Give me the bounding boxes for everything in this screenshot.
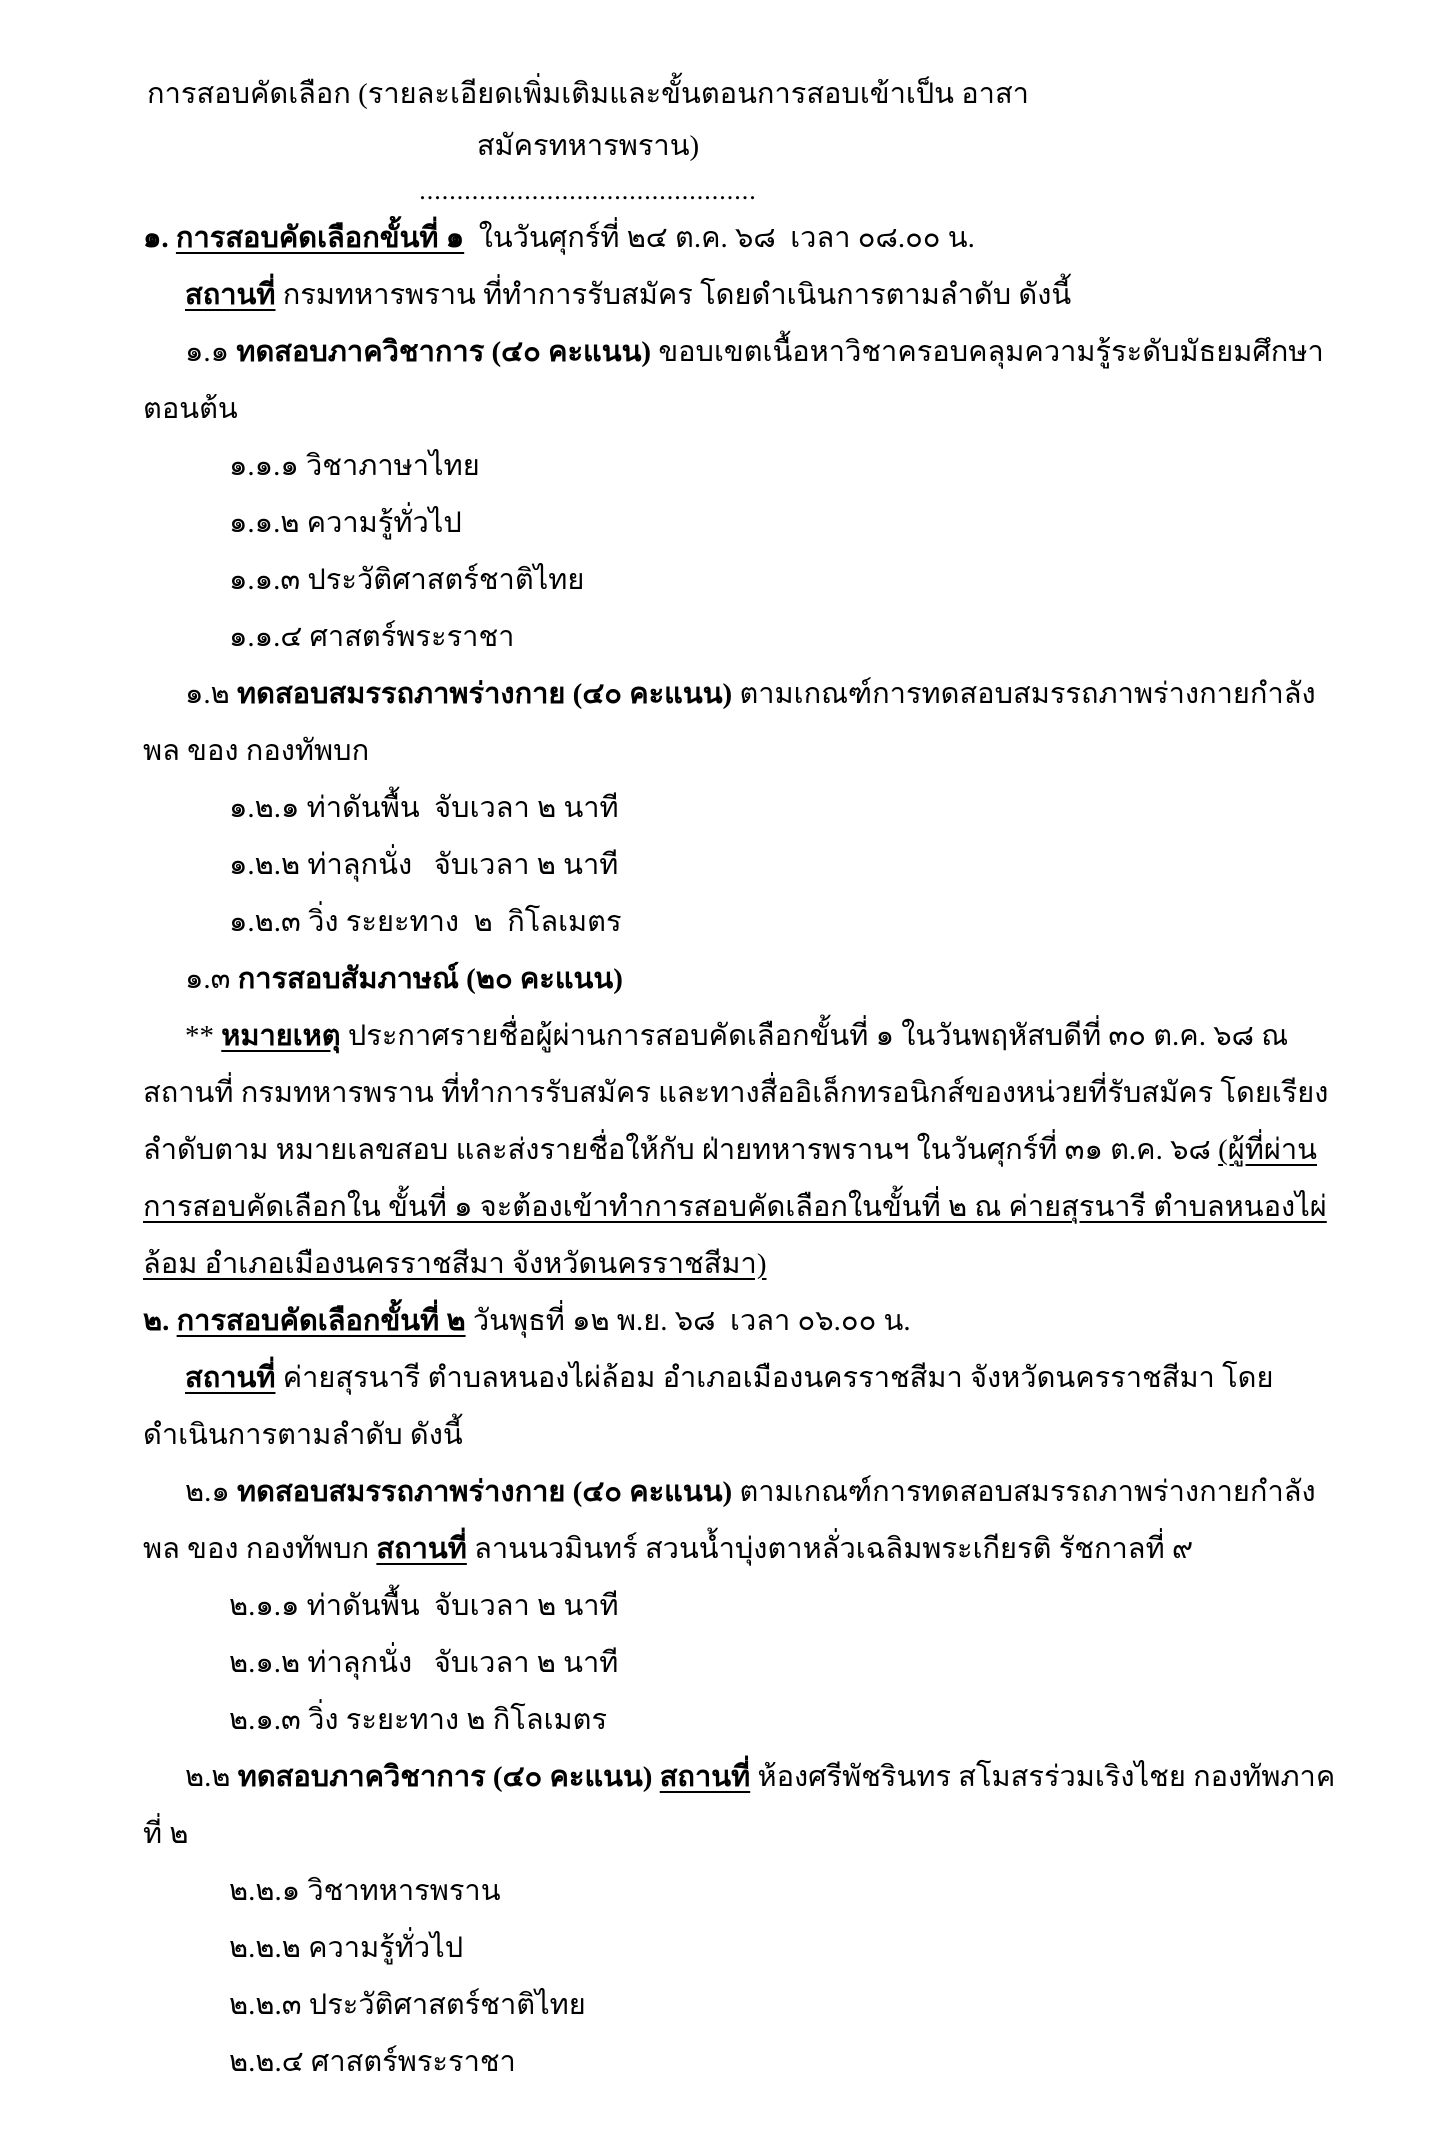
text-run: ตามเกณฑ์การทดสอบสมรรถภาพร่างกายกำลังพล ของ กองทัพบก (143, 678, 1316, 767)
document-line (143, 894, 1348, 951)
text-run: การสอบคัดเลือกขั้นที่ ๒ (176, 1305, 466, 1337)
text-run: ๑.๑ (185, 336, 237, 368)
text-run: ลานนวมินทร์ สวนน้ำบุ่งตาหลั่วเฉลิมพระเกียรติ รัชกาลที่ ๙ (466, 1533, 1194, 1565)
document-line (143, 1464, 1348, 1578)
text-run: ๒.๒.๔ ศาสตร์พระราชา (229, 2046, 516, 2078)
text-run: ๒.๒ (185, 1761, 238, 1793)
document-line (143, 1578, 1348, 1635)
text-run: ๒.๑.๒ ท่าลุกนั่ง จับเวลา ๒ นาที (229, 1647, 619, 1679)
document-line (143, 438, 1348, 495)
text-run: ๑.๑.๑ วิชาภาษาไทย (229, 450, 480, 482)
document-line (143, 1293, 1348, 1350)
text-run: (ผู้ที่ผ่านการสอบคัดเลือกใน ขั้นที่ ๑ จะต้องเข้าทำการสอบคัดเลือกในขั้นที่ ๒ ณ ค่ายสุรนารี ตำบลหนองไผ่ล้อม อำเภอเมืองนครราชสีมา จังหวัดนครราชสีมา) (143, 1134, 1327, 1280)
document-title: การสอบคัดเลือก (รายละเอียดเพิ่มเติมและขั้นตอนการสอบเข้าเป็น อาสาสมัครทหารพราน) (147, 78, 1029, 162)
text-run: ๒.๑.๑ ท่าดันพื้น จับเวลา ๒ นาที (229, 1590, 619, 1622)
text-run: ๑.๑.๔ ศาสตร์พระราชา (229, 621, 515, 653)
text-run: ทดสอบภาควิชาการ (๔๐ คะแนน) (237, 1761, 660, 1793)
text-run: สถานที่ (185, 1362, 276, 1394)
text-run: ๑.๓ (185, 963, 238, 995)
document-line (143, 951, 1348, 1008)
document-line (143, 552, 1348, 609)
document-line (143, 324, 1348, 438)
text-run: ขอบเขตเนื้อหาวิชาครอบคลุมความรู้ระดับมัธยมศึกษาตอนต้น (143, 336, 1324, 425)
text-run: วันพุธที่ ๑๒ พ.ย. ๖๘ เวลา ๐๖.๐๐ น. (465, 1305, 911, 1337)
document-line (143, 2034, 1348, 2091)
document-line (143, 609, 1348, 666)
text-run: สถานที่ (185, 279, 276, 311)
document-line (143, 1749, 1348, 1863)
text-run: ๒.๒.๓ ประวัติศาสตร์ชาติไทย (229, 1989, 586, 2021)
text-run: ** (185, 1020, 222, 1052)
document-line (143, 1350, 1348, 1464)
text-run: ๑.๒.๑ ท่าดันพื้น จับเวลา ๒ นาที (229, 792, 619, 824)
text-run: ห้องศรีพัชรินทร สโมสรร่วมเริงไชย กองทัพภาคที่ ๒ (143, 1761, 1336, 1850)
divider-dots: ............................................. (419, 176, 757, 205)
document-line (143, 1008, 1348, 1293)
text-run: ทดสอบสมรรถภาพร่างกาย (๔๐ คะแนน) (237, 678, 733, 710)
text-run: ๒.๑.๓ วิ่ง ระยะทาง ๒ กิโลเมตร (229, 1704, 608, 1736)
text-run: ทดสอบสมรรถภาพร่างกาย (๔๐ คะแนน) (237, 1476, 733, 1508)
text-run: การสอบคัดเลือกขั้นที่ ๑ (175, 222, 465, 254)
text-run: ๑.๒ (185, 678, 238, 710)
text-run: ๑. (143, 222, 176, 254)
text-run: ๒.๒.๒ ความรู้ทั่วไป (229, 1932, 464, 1964)
document-line (143, 267, 1348, 324)
text-run: การสอบสัมภาษณ์ (๒๐ คะแนน) (237, 963, 623, 995)
document-line (143, 666, 1348, 780)
text-run: ๒. (143, 1305, 177, 1337)
text-run: ๑.๒.๓ วิ่ง ระยะทาง ๒ กิโลเมตร (229, 906, 622, 938)
text-run: ๑.๑.๓ ประวัติศาสตร์ชาติไทย (229, 564, 585, 596)
text-run: ในวันศุกร์ที่ ๒๔ ต.ค. ๖๘ เวลา ๐๘.๐๐ น. (464, 222, 975, 254)
document-line (143, 210, 1348, 267)
text-run: ทดสอบภาควิชาการ (๔๐ คะแนน) (236, 336, 652, 368)
document-line (143, 495, 1348, 552)
document-line (143, 1635, 1348, 1692)
text-run: ประกาศรายชื่อผู้ผ่านการสอบคัดเลือกขั้นที่ ๑ ในวันพฤหัสบดีที่ ๓๐ ต.ค. ๖๘ ณ สถานที่ กรมทหารพราน ที่ทำการรับสมัคร และทางสื่ออิเล็กทรอนิกส์ของหน่วยที่รับสมัคร โดยเรียงลำดับตาม หมายเลขสอบ และส่งรายชื่อให้กับ ฝ่ายทหารพรานฯ ในวันศุกร์ที่ ๓๑ ต.ค. ๖๘ (143, 1020, 1329, 1166)
text-run: ๒.๒.๑ วิชาทหารพราน (229, 1875, 501, 1907)
text-run: ๑.๑.๒ ความรู้ทั่วไป (229, 507, 462, 539)
document-body (143, 210, 1348, 2091)
document-line (143, 1977, 1348, 2034)
text-run: ตามเกณฑ์การทดสอบสมรรถภาพร่างกายกำลังพล ของ กองทัพบก (143, 1476, 1316, 1565)
document-line (143, 1863, 1348, 1920)
text-run: สถานที่ (659, 1761, 751, 1793)
document-line (143, 837, 1348, 894)
document-line (143, 780, 1348, 837)
document-line (143, 1920, 1348, 1977)
text-run: ค่ายสุรนารี ตำบลหนองไผ่ล้อม อำเภอเมืองนครราชสีมา จังหวัดนครราชสีมา โดยดำเนินการตามลำดับ ดังนี้ (143, 1362, 1274, 1451)
document-line (143, 1692, 1348, 1749)
text-run: กรมทหารพราน ที่ทำการรับสมัคร โดยดำเนินการตามลำดับ ดังนี้ (275, 279, 1072, 311)
text-run: ๒.๑ (185, 1476, 238, 1508)
text-run: สถานที่ (376, 1533, 467, 1565)
title-block (143, 68, 1033, 210)
text-run: ๑.๒.๒ ท่าลุกนั่ง จับเวลา ๒ นาที (229, 849, 619, 881)
text-run: หมายเหตุ (221, 1020, 341, 1052)
